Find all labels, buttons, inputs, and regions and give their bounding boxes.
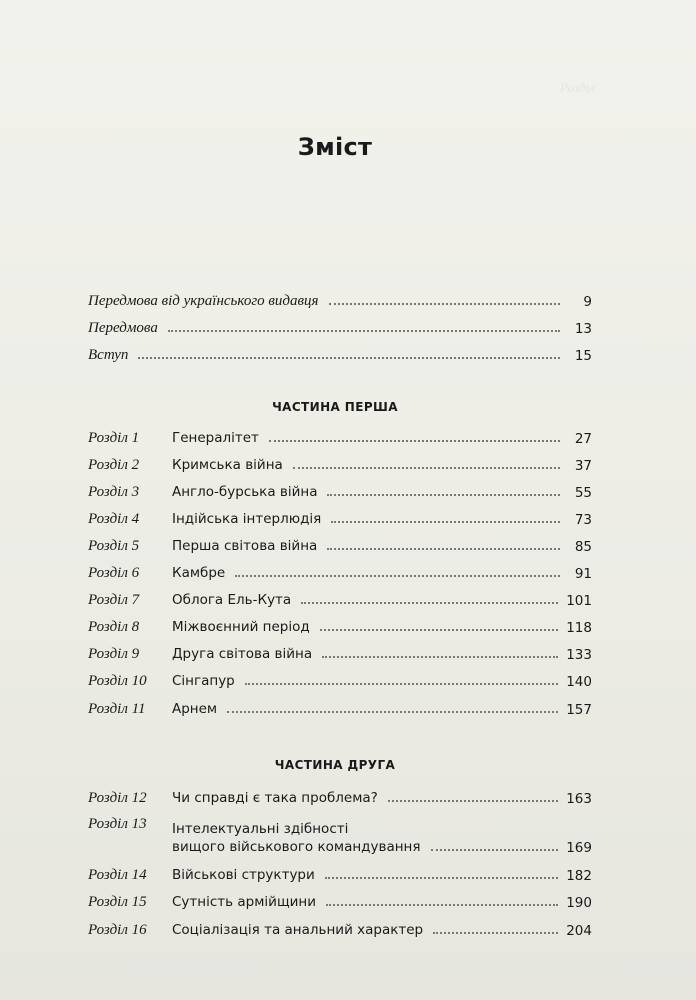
toc-entry-chapter-15[interactable] [88, 887, 592, 911]
chapter-label: Розділ 12 [88, 790, 147, 806]
leader-dots [227, 710, 558, 713]
chapter-label: Розділ 9 [88, 646, 140, 662]
chapter-title: Облога Ель-Кута [172, 592, 292, 608]
toc-entry-chapter-16[interactable] [88, 915, 592, 939]
part-one-heading: ЧАСТИНА ПЕРША [272, 400, 398, 414]
part-two-heading: ЧАСТИНА ДРУГА [274, 758, 396, 772]
toc-entry-foreword[interactable] [88, 313, 592, 337]
chapter-label: Розділ 7 [88, 592, 140, 608]
toc-entry-chapter-7[interactable] [88, 585, 592, 609]
chapter-label: Розділ 4 [88, 511, 140, 527]
chapter-title: Соціалізація та анальний характер [172, 922, 424, 938]
chapter-title: Сінгапур [172, 673, 235, 689]
toc-entry-page: 13 [574, 321, 592, 337]
chapter-page: 140 [566, 674, 592, 690]
chapter-page: 169 [566, 840, 592, 856]
leader-dots [433, 931, 558, 934]
leader-dots [293, 466, 560, 469]
toc-entry-chapter-3[interactable] [88, 477, 592, 501]
leader-dots [269, 439, 560, 442]
toc-entry-page: 15 [574, 348, 592, 364]
chapter-title-line-1: Інтелектуальні здібності [172, 821, 349, 837]
toc-entry-foreword-publisher[interactable] [88, 286, 592, 310]
chapter-title: Сутність армійщини [172, 894, 317, 910]
toc-entry-chapter-11[interactable] [88, 694, 592, 718]
chapter-label: Розділ 1 [88, 430, 140, 446]
leader-dots [245, 682, 558, 685]
leader-dots [431, 848, 559, 851]
chapter-title: Друга світова війна [172, 646, 313, 662]
chapter-title: Перша світова війна [172, 538, 318, 554]
toc-entry-chapter-9[interactable] [88, 639, 592, 663]
chapter-page: 163 [566, 791, 592, 807]
chapter-page: 91 [574, 566, 592, 582]
chapter-page: 157 [566, 702, 592, 718]
chapter-title: Камбре [172, 565, 226, 581]
leader-dots [320, 628, 558, 631]
leader-dots [331, 520, 560, 523]
chapter-title: Генералітет [172, 430, 259, 446]
chapter-page: 27 [574, 431, 592, 447]
chapter-page: 204 [566, 923, 592, 939]
chapter-page: 37 [574, 458, 592, 474]
toc-entry-chapter-14[interactable] [88, 860, 592, 884]
chapter-label: Розділ 2 [88, 457, 140, 473]
page-title: Зміст [297, 133, 373, 161]
toc-entry-chapter-2[interactable] [88, 450, 592, 474]
chapter-label: Розділ 10 [88, 673, 147, 689]
chapter-title: Англо-бурська війна [172, 484, 318, 500]
leader-dots [327, 547, 560, 550]
leader-dots [322, 655, 558, 658]
chapter-label: Розділ 13 [88, 816, 147, 832]
chapter-label: Розділ 3 [88, 484, 140, 500]
chapter-page: 55 [574, 485, 592, 501]
leader-dots [388, 799, 558, 802]
chapter-title: Індійська інтерлюдія [172, 511, 322, 527]
leader-dots [325, 876, 558, 879]
toc-entry-introduction[interactable] [88, 340, 592, 364]
chapter-page: 101 [566, 593, 592, 609]
chapter-label: Розділ 14 [88, 867, 147, 883]
toc-entry-chapter-1[interactable] [88, 423, 592, 447]
chapter-title: Арнем [172, 701, 218, 717]
leader-dots [301, 601, 558, 604]
chapter-title [172, 820, 421, 856]
chapter-page: 190 [566, 895, 592, 911]
leader-dots [168, 329, 560, 332]
chapter-title-line-2: вищого військового командування [172, 839, 421, 855]
chapter-title: Військові структури [172, 867, 315, 883]
toc-entry-chapter-8[interactable] [88, 612, 592, 636]
toc-entry-chapter-12[interactable] [88, 783, 592, 807]
toc-entry-title: Передмова від українського видавця [88, 293, 319, 309]
chapter-label: Розділ 8 [88, 619, 140, 635]
chapter-page: 85 [574, 539, 592, 555]
leader-dots [235, 574, 560, 577]
chapter-title: Міжвоєнний період [172, 619, 310, 635]
chapter-page: 73 [574, 512, 592, 528]
chapter-page: 182 [566, 868, 592, 884]
chapter-title: Кримська війна [172, 457, 283, 473]
chapter-page: 133 [566, 647, 592, 663]
leader-dots [138, 356, 560, 359]
chapter-page: 118 [566, 620, 592, 636]
show-through-text: Розділ [560, 80, 595, 95]
toc-entry-chapter-4[interactable] [88, 504, 592, 528]
leader-dots [326, 903, 558, 906]
chapter-label: Розділ 5 [88, 538, 140, 554]
chapter-label: Розділ 16 [88, 922, 147, 938]
chapter-title: Чи справді є така проблема? [172, 790, 378, 806]
chapter-label: Розділ 15 [88, 894, 147, 910]
toc-entry-title: Передмова [88, 320, 158, 336]
leader-dots [327, 493, 560, 496]
toc-entry-title: Вступ [88, 347, 129, 363]
toc-entry-chapter-5[interactable] [88, 531, 592, 555]
leader-dots [329, 302, 560, 305]
toc-entry-chapter-10[interactable] [88, 666, 592, 690]
toc-entry-chapter-13[interactable] [88, 814, 592, 856]
chapter-label: Розділ 11 [88, 701, 146, 717]
toc-entry-page: 9 [583, 294, 592, 310]
chapter-label: Розділ 6 [88, 565, 140, 581]
toc-entry-chapter-6[interactable] [88, 558, 592, 582]
